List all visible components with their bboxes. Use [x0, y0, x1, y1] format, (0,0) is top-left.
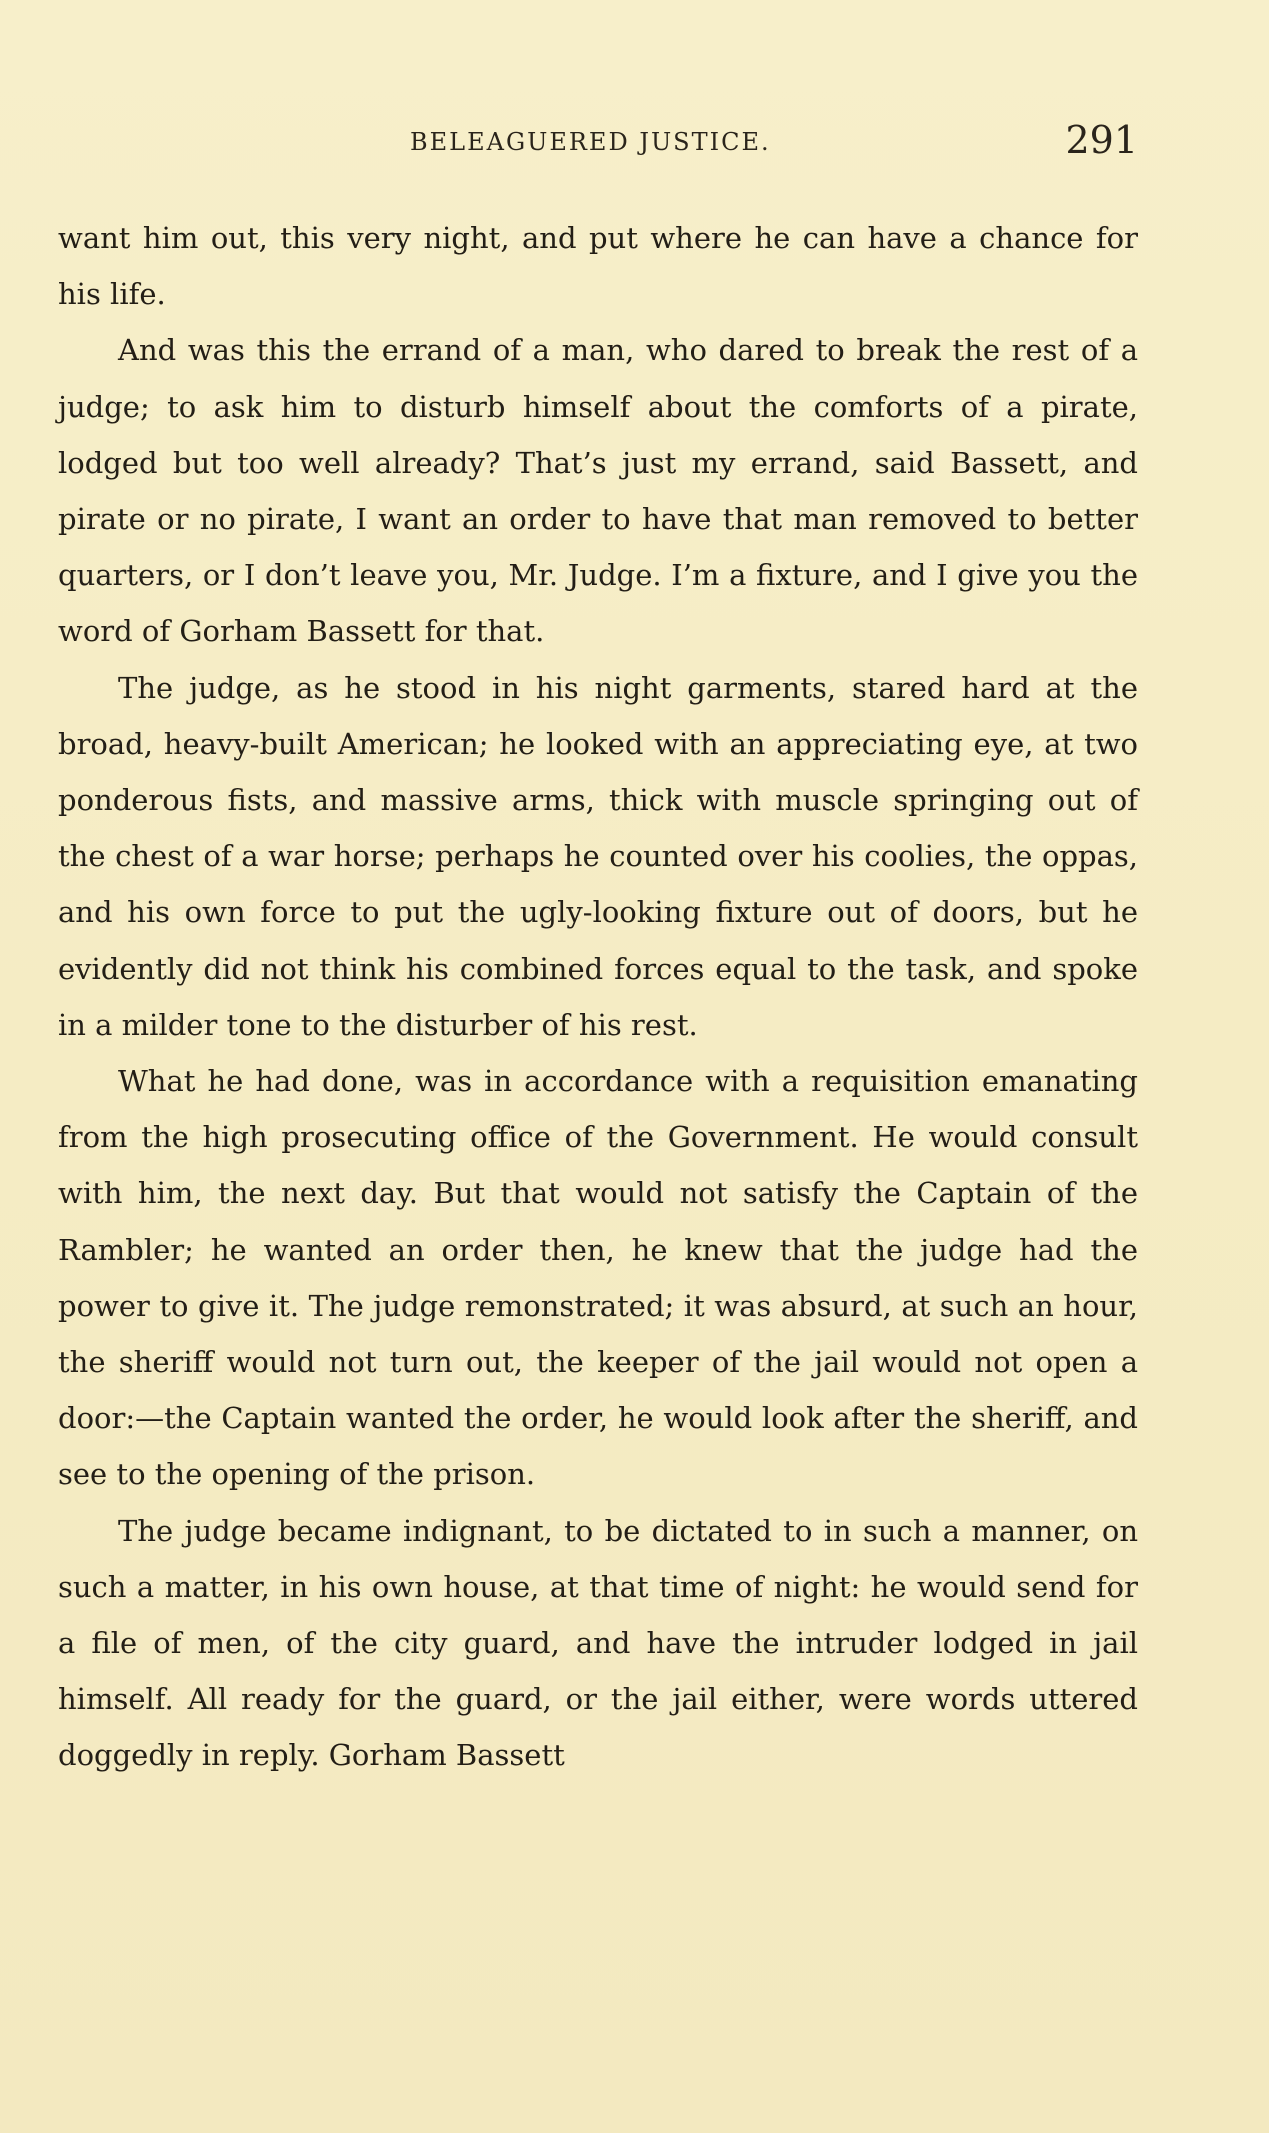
paragraph: What he had done, was in accordance with a requisition emanating from the high prosecuting office of the Government. He would consult with him, the next day. But that would not satisfy the Captain of the Rambler; he wanted an order then, he knew that the judge had the power to give it. The judge remonstrated; it was absurd, at such an hour, the sheriff would not turn out, the keeper of the jail would not open a door:—the Captain wanted the order, he would look after the sheriff, and see to the opening of the prison.: [58, 1064, 1138, 1492]
body-text: [58, 210, 1138, 1784]
paragraph-continued: want him out, this very night, and put where he can have a chance for his life.: [58, 221, 1138, 312]
paragraph: The judge, as he stood in his night garments, stared hard at the broad, heavy-built American; he looked with an appreciating eye, at two ponderous fists, and massive arms, thick with muscle springing out of the chest of a war horse; perhaps he counted over his coolies, the oppas, and his own force to put the ugly-looking fixture out of doors, but he evidently did not think his combined forces equal to the task, and spoke in a milder tone to the disturber of his rest.: [58, 670, 1138, 1042]
page-header: [60, 118, 1138, 178]
paragraph: And was this the errand of a man, who dared to break the rest of a judge; to ask him to disturb himself about the comforts of a pirate, lodged but too well already? That’s just my errand, said Bassett, and pirate or no pirate, I want an order to have that man removed to better quarters, or I don’t leave you, Mr. Judge. I’m a fixture, and I give you the word of Gorham Bassett for that.: [58, 333, 1138, 649]
paragraph: The judge became indignant, to be dictated to in such a manner, on such a matter, in his own house, at that time of night: he would send for a file of men, of the city guard, and have the intruder lodged in jail himself. All ready for the guard, or the jail either, were words uttered doggedly in reply. Gorham Bassett: [58, 1513, 1138, 1773]
page-number: 291: [1065, 118, 1138, 162]
running-head: BELEAGUERED JUSTICE.: [410, 128, 771, 156]
